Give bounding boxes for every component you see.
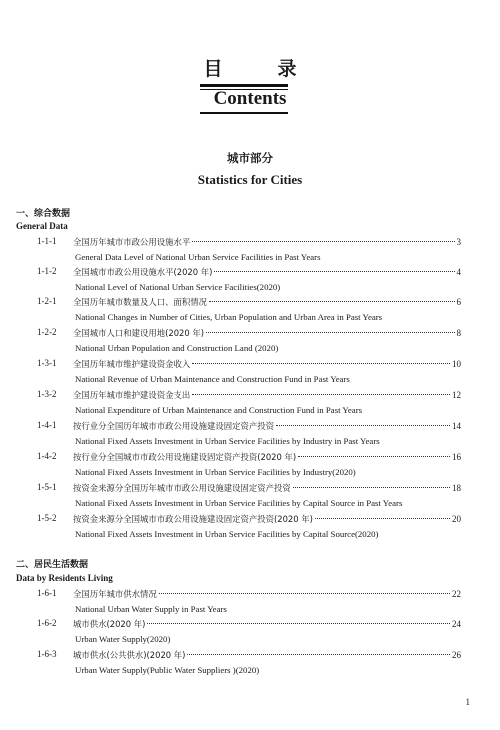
entry-title-chinese: 城市供水(2020 年) <box>73 619 146 629</box>
toc-entry[interactable] <box>0 649 500 689</box>
entry-title-chinese: 按资金来源分全国历年城市市政公用设施建设固定资产投资 <box>73 483 291 493</box>
entry-number: 1-2-1 <box>37 296 57 306</box>
entry-page-number: 10 <box>452 359 461 369</box>
entry-page-number: 22 <box>452 589 461 599</box>
section-heading-chinese: 二、居民生活数据 <box>16 560 89 570</box>
entry-number: 1-5-1 <box>37 482 57 492</box>
entry-page-number: 4 <box>456 267 461 277</box>
section-heading-english: Data by Residents Living <box>16 573 113 583</box>
entry-page-number: 24 <box>452 619 461 629</box>
leader-dots <box>187 654 450 655</box>
entry-number: 1-2-2 <box>37 327 57 337</box>
entry-title-chinese: 全国历年城市市政公用设施水平 <box>73 237 191 247</box>
entry-title-chinese: 全国历年城市维护建设资金收入 <box>73 359 191 369</box>
entry-page-number: 18 <box>452 483 461 493</box>
entry-title-chinese: 按行业分全国历年城市市政公用设施建设固定资产投资 <box>73 421 274 431</box>
page-number: 1 <box>465 697 470 707</box>
leader-dots <box>315 518 450 519</box>
entry-number: 1-6-1 <box>37 588 57 598</box>
entry-title-english: General Data Level of National Urban Service Facilities in Past Years <box>75 252 321 262</box>
leader-dots <box>206 332 454 333</box>
entry-number: 1-4-1 <box>37 420 57 430</box>
entry-number: 1-6-2 <box>37 618 57 628</box>
entry-title-chinese: 全国历年城市维护建设资金支出 <box>73 390 191 400</box>
section-heading-english: General Data <box>16 221 68 231</box>
entry-page-number: 26 <box>452 650 461 660</box>
entry-title-english: Urban Water Supply(Public Water Suppliers )(2020) <box>75 665 260 675</box>
leader-dots <box>159 593 450 594</box>
section-heading-chinese: 一、综合数据 <box>16 209 71 219</box>
leader-dots <box>192 363 450 364</box>
entry-page-number: 8 <box>456 328 461 338</box>
entry-title-english: National Urban Population and Construction Land (2020) <box>75 343 279 353</box>
toc-title-chinese: 目 录 <box>203 58 315 80</box>
entry-title-english: National Fixed Assets Investment in Urban Service Facilities by Capital Source in Past Years <box>75 498 403 508</box>
leader-dots <box>293 487 450 488</box>
title-rule-thick <box>200 84 288 87</box>
leader-dots <box>276 425 450 426</box>
entry-page-number: 20 <box>452 514 461 524</box>
leader-dots <box>147 623 450 624</box>
entry-title-chinese: 全国历年城市供水情况 <box>73 589 157 599</box>
leader-dots <box>298 456 450 457</box>
toc-title-english: Contents <box>213 88 287 109</box>
entry-title-english: National Changes in Number of Cities, Urban Population and Urban Area in Past Years <box>75 312 383 322</box>
entry-page-number: 12 <box>452 390 461 400</box>
entry-page-number: 16 <box>452 452 461 462</box>
entry-number: 1-3-2 <box>37 389 57 399</box>
entry-title-english: National Fixed Assets Investment in Urban Service Facilities by Industry in Past Years <box>75 436 380 446</box>
title-underline <box>200 112 288 114</box>
leader-dots <box>192 241 454 242</box>
entry-title-chinese: 全国城市人口和建设用地(2020 年) <box>73 328 205 338</box>
entry-title-english: National Fixed Assets Investment in Urban Service Facilities by Industry(2020) <box>75 467 356 477</box>
entry-number: 1-5-2 <box>37 513 57 523</box>
entry-page-number: 6 <box>456 297 461 307</box>
entry-title-english: National Urban Water Supply in Past Years <box>75 604 227 614</box>
entry-title-chinese: 按行业分全国城市市政公用设施建设固定资产投资(2020 年) <box>73 452 297 462</box>
entry-number: 1-3-1 <box>37 358 57 368</box>
entry-title-english: Urban Water Supply(2020) <box>75 634 171 644</box>
entry-title-chinese: 城市供水(公共供水)(2020 年) <box>73 650 186 660</box>
entry-page-number: 14 <box>452 421 461 431</box>
leader-dots <box>214 271 454 272</box>
entry-title-english: National Fixed Assets Investment in Urban Service Facilities by Capital Source(2020) <box>75 529 379 539</box>
entry-title-english: National Expenditure of Urban Maintenance and Construction Fund in Past Years <box>75 405 363 415</box>
entry-page-number: 3 <box>456 237 461 247</box>
entry-number: 1-1-2 <box>37 266 57 276</box>
entry-number: 1-1-1 <box>37 236 57 246</box>
entry-title-english: National Revenue of Urban Maintenance and Construction Fund in Past Years <box>75 374 350 384</box>
entry-title-chinese: 按资金来源分全国城市市政公用设施建设固定资产投资(2020 年) <box>73 514 313 524</box>
leader-dots <box>209 301 455 302</box>
part-title-english: Statistics for Cities <box>197 172 303 187</box>
entry-title-english: National Level of National Urban Service Facilities(2020) <box>75 282 281 292</box>
entry-title-chinese: 全国城市市政公用设施水平(2020 年) <box>73 267 213 277</box>
entry-number: 1-6-3 <box>37 649 57 659</box>
entry-number: 1-4-2 <box>37 451 57 461</box>
part-title-chinese: 城市部分 <box>227 151 273 165</box>
toc-entry[interactable] <box>0 513 500 553</box>
leader-dots <box>192 394 450 395</box>
entry-title-chinese: 全国历年城市数量及人口、面积情况 <box>73 297 207 307</box>
